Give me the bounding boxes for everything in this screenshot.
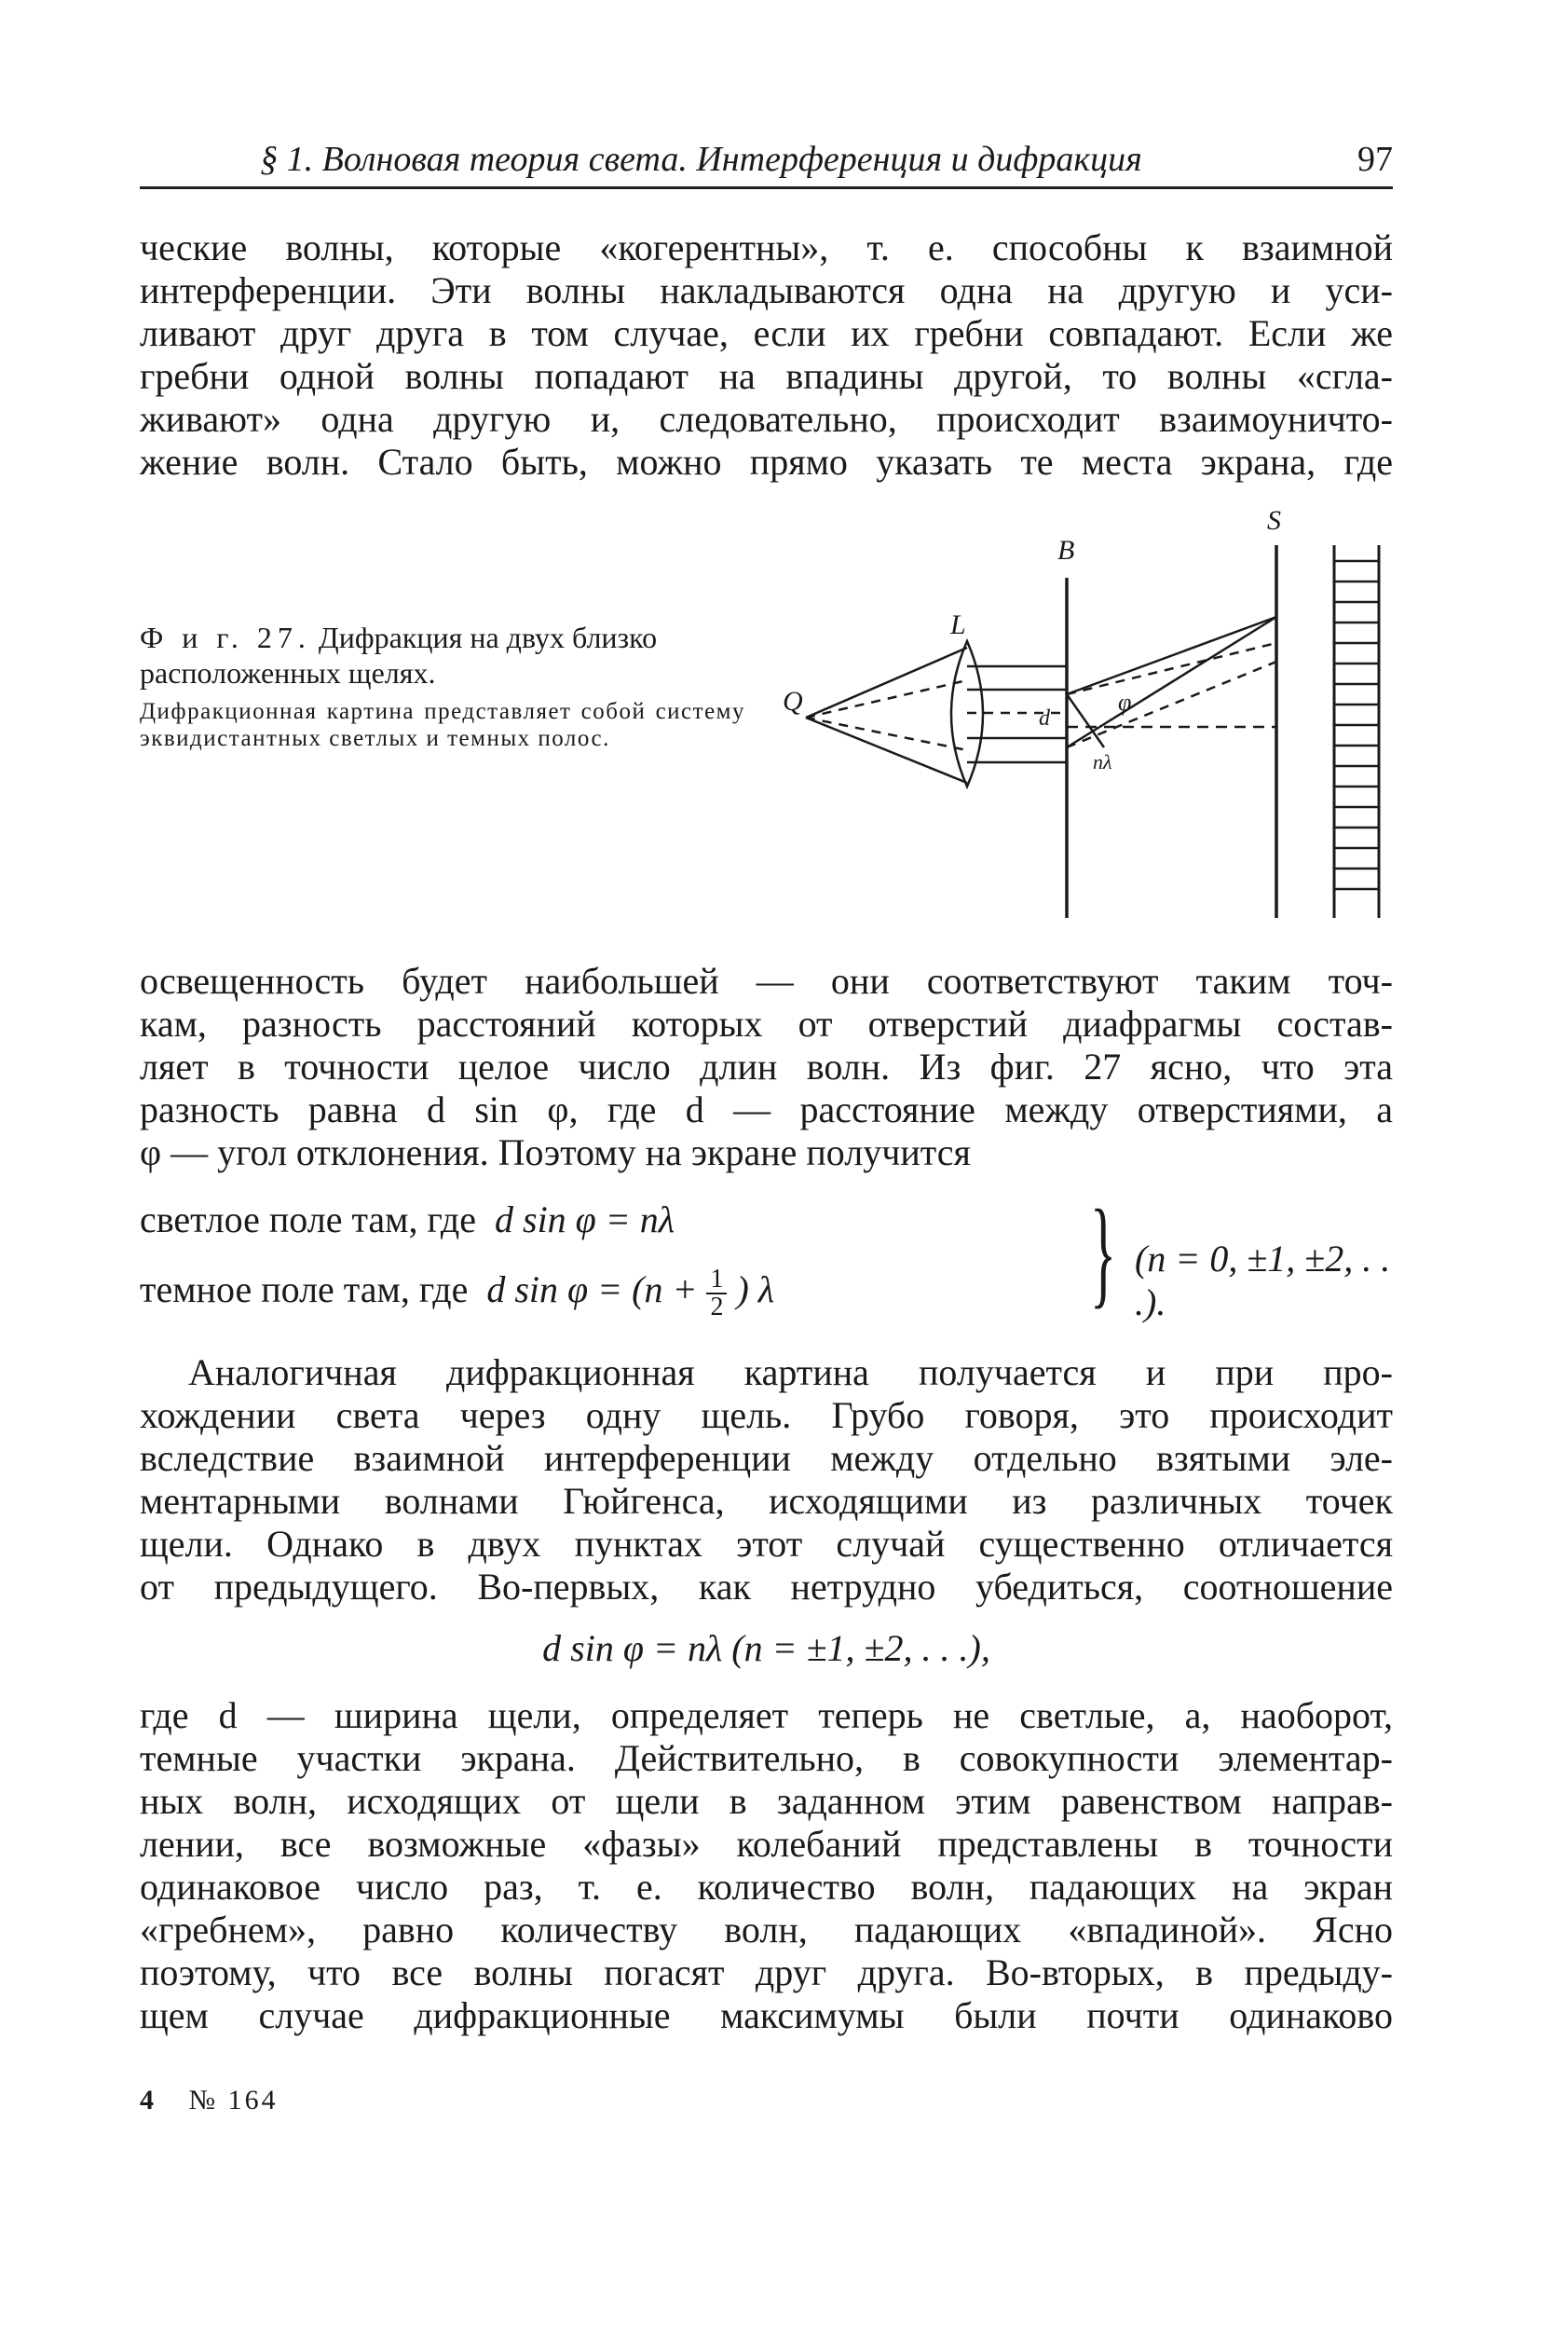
text-line: гребни одной волны попадают на впадины другой, то волны «сгла- [140, 355, 1393, 397]
slit-ray [1067, 643, 1276, 694]
text-line: где d — ширина щели, определяет теперь не светлые, а, наоборот, [140, 1694, 1393, 1736]
text-line: разность равна d sin φ, где d — расстояние между отверстиями, а [140, 1088, 1393, 1130]
printer-signature [140, 2085, 279, 2116]
label-Q: Q [783, 686, 803, 717]
text-line: щем случае дифракционные максимумы были почти одинаково [140, 1994, 1393, 2036]
text-line: ляет в точности целое число длин волн. Из фиг. 27 ясно, что эта [140, 1046, 1393, 1088]
text-line: щели. Однако в двух пунктах этот случай существенно отличается [140, 1523, 1393, 1565]
text-line: одинаковое число раз, т. е. количество волн, падающих на экран [140, 1866, 1393, 1908]
dark-formula-right: ) λ [736, 1268, 775, 1311]
text-line: φ — угол отклонения. Поэтому на экране получится [140, 1131, 971, 1173]
text-line: жение волн. Стало быть, можно прямо указать те места экрана, где [140, 441, 1393, 483]
text-line: «гребнем», равно количеству волн, падающих «впадиной». Ясно [140, 1909, 1393, 1951]
text-line: темные участки экрана. Действительно, в совокупности элементар- [140, 1737, 1393, 1779]
fringe-conditions [140, 1185, 1393, 1328]
ray [806, 680, 967, 718]
dark-text: темное поле там, где [140, 1268, 469, 1311]
figure-description: Дифракционная картина представляет собой систему эквидистантных светлых и темных полос. [140, 699, 745, 751]
fraction-numerator: 1 [706, 1266, 727, 1294]
text-line: ных волн, исходящих от щели в заданном этим равенством направ- [140, 1780, 1393, 1822]
running-title: § 1. Волновая теория света. Интерференция и дифракция [260, 140, 1142, 179]
label-d: d [1039, 706, 1050, 731]
text-line: ливают друг друга в том случае, если их гребни совпадают. Если же [140, 312, 1393, 354]
signature-number: 4 [140, 2085, 157, 2115]
figure-title: Дифракция на двух близко расположенных щелях. [140, 621, 658, 690]
text-line: интерференции. Эти волны накладываются одна на другую и уси- [140, 269, 1393, 311]
slit-ray [1067, 662, 1276, 747]
text-line: освещенность будет наибольшей — они соответствуют таким точ- [140, 960, 1393, 1002]
caption-title-block [140, 620, 745, 691]
label-L: L [950, 609, 966, 640]
text-line: лении, все возможные «фазы» колебаний представлены в точности [140, 1823, 1393, 1865]
ray [806, 648, 967, 718]
text-line: от предыдущего. Во-первых, как нетрудно убедиться, соотношение [140, 1566, 1393, 1608]
ray [806, 718, 967, 783]
text-line: поэтому, что все волны погасят друг друга. Во-вторых, в предыду- [140, 1951, 1393, 1993]
text-line: Аналогичная дифракционная картина получается и при про- [188, 1351, 1393, 1393]
integer-condition: (n = 0, ±1, ±2, . . .). [1135, 1238, 1391, 1323]
label-S: S [1267, 505, 1281, 536]
label-phi: φ [1118, 689, 1132, 716]
figure-label: Ф и г. 27. [140, 621, 311, 654]
bright-condition [140, 1198, 675, 1241]
text-line: вследствие взаимной интерференции между отдельно взятыми эле- [140, 1437, 1393, 1479]
dark-formula-left: d sin φ = (n + [486, 1268, 698, 1311]
text-line: ментарными волнами Гюйгенса, исходящими из различных точек [140, 1480, 1393, 1522]
single-slit-equation: d sin φ = nλ (n = ±1, ±2, . . .), [542, 1627, 990, 1669]
figure-caption [140, 620, 745, 752]
fraction-one-half [706, 1266, 727, 1321]
text-line: кам, разность расстояний которых от отверстий диафрагмы состав- [140, 1003, 1393, 1045]
dark-condition [140, 1266, 774, 1321]
text-line: хождении света через одну щель. Грубо говоря, это происходит [140, 1394, 1393, 1436]
ray [806, 718, 967, 750]
bright-formula: d sin φ = nλ [495, 1198, 675, 1240]
bright-text: светлое поле там, где [140, 1198, 476, 1240]
fringe-rungs [1334, 561, 1379, 889]
text-line: живают» одна другую и, следовательно, происходит взаимоуничто- [140, 398, 1393, 440]
right-brace: } [1090, 1185, 1117, 1320]
running-header [140, 138, 1393, 189]
diffraction-diagram [783, 503, 1425, 932]
label-B: B [1057, 535, 1075, 566]
label-n-lambda: nλ [1093, 750, 1112, 773]
order-number: № 164 [188, 2085, 279, 2115]
fraction-denominator: 2 [710, 1293, 724, 1321]
page-number: 97 [1357, 140, 1393, 179]
text-line: ческие волны, которые «когерентны», т. е. способны к взаимной [140, 226, 1393, 268]
